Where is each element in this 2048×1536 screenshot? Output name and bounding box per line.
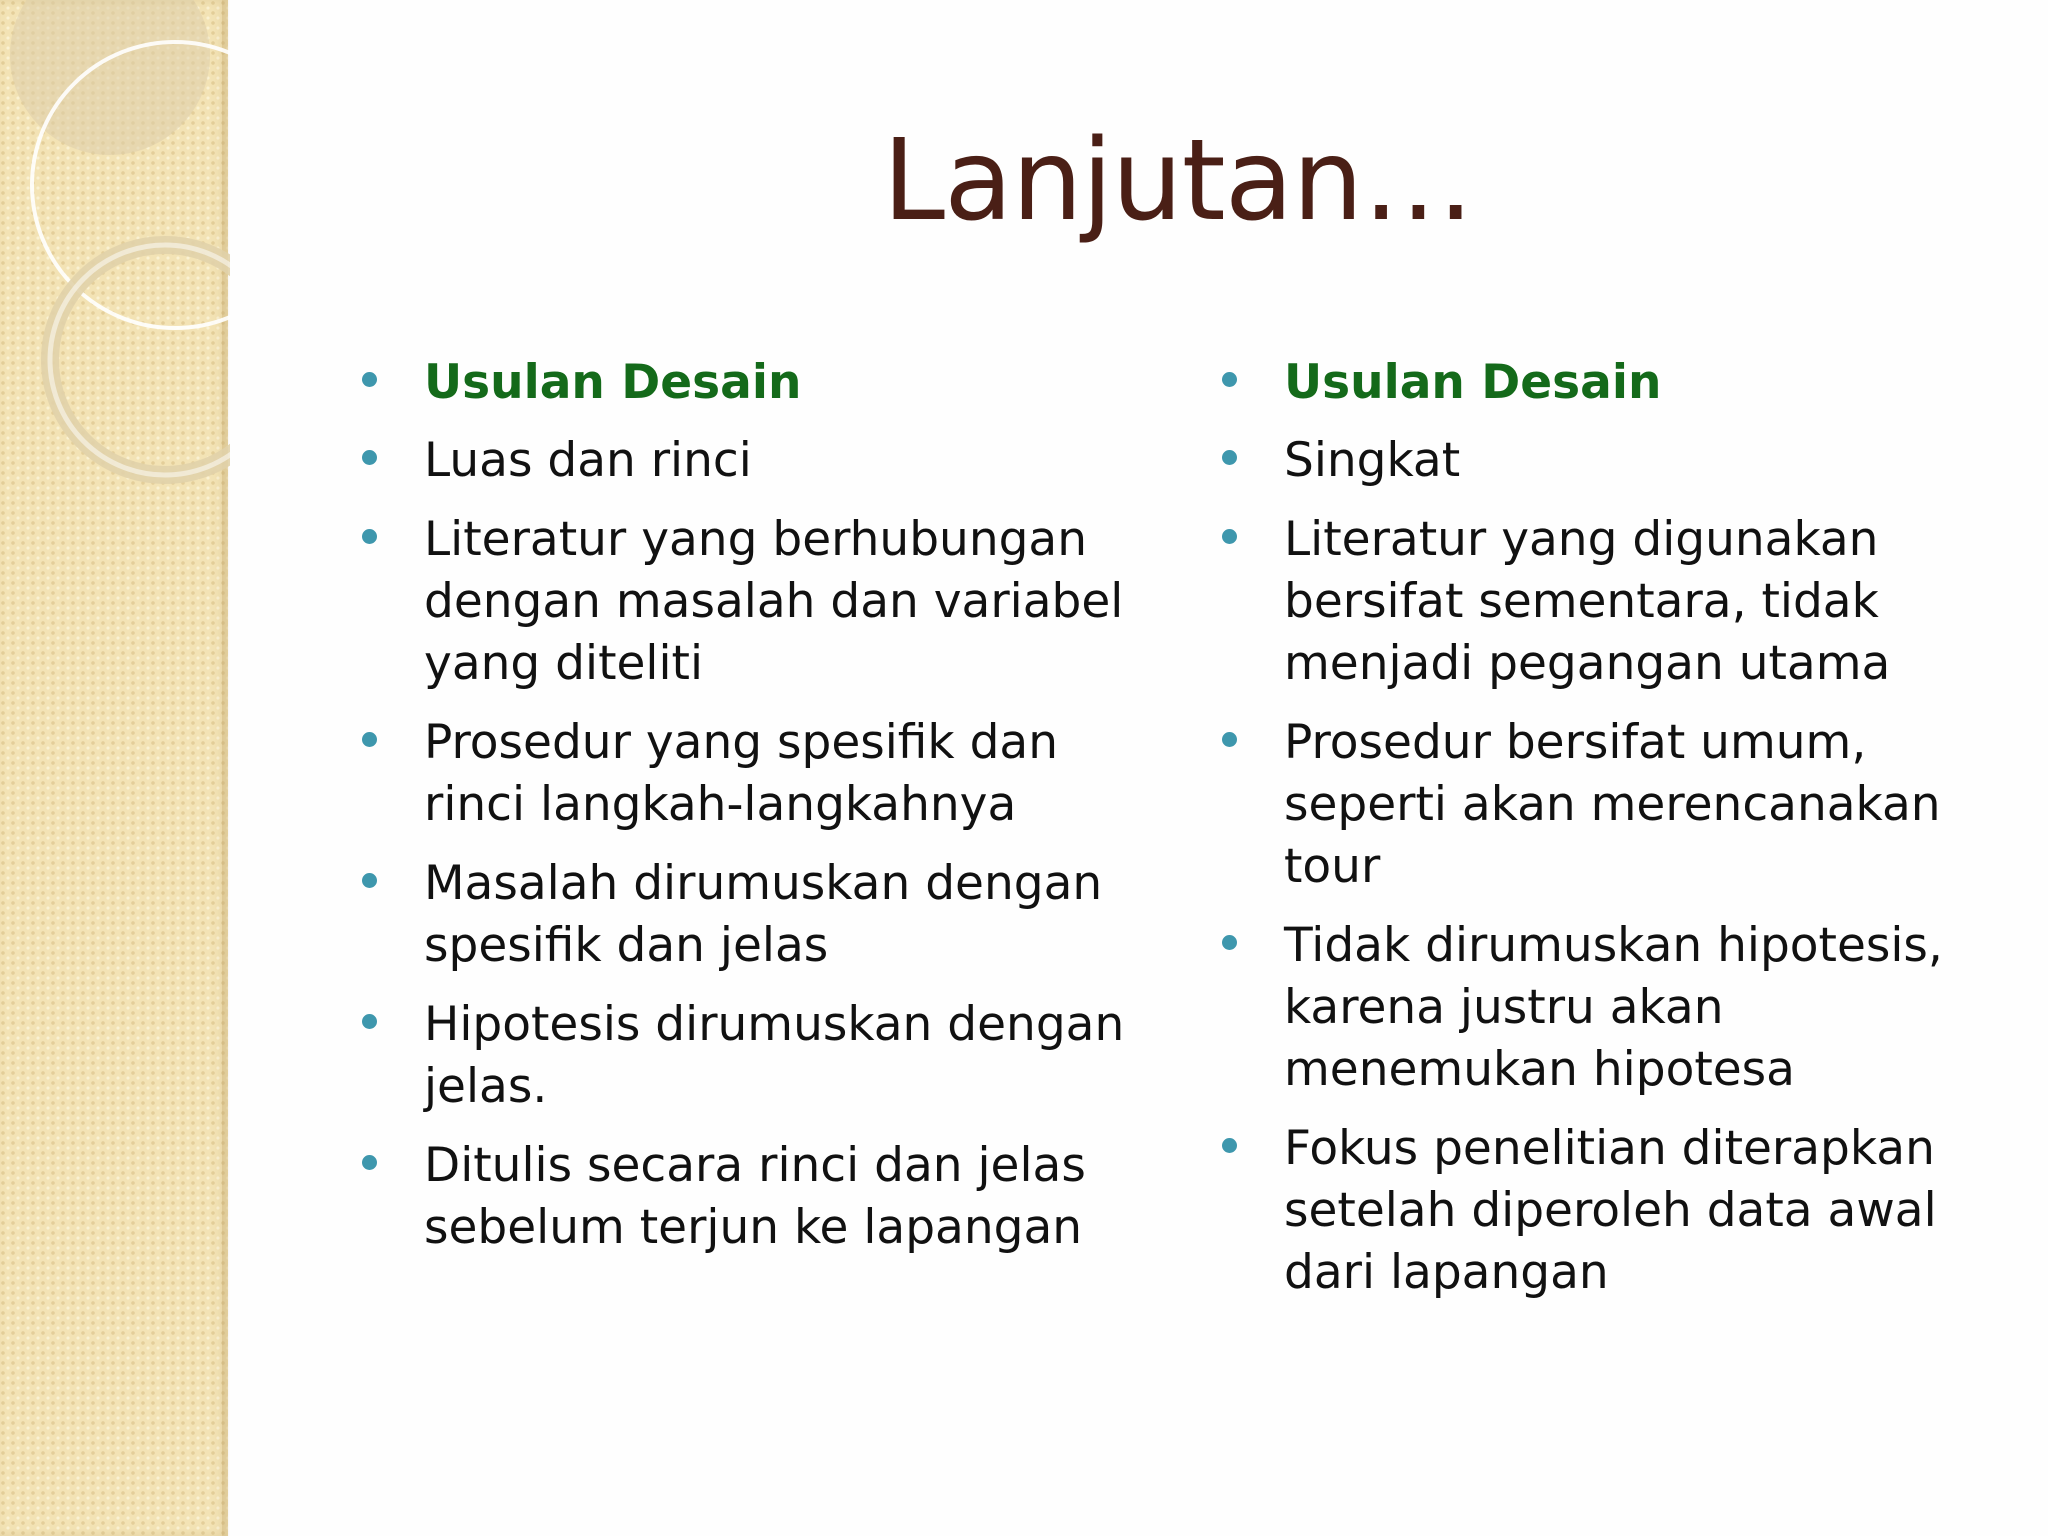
left-column-list [362,352,1142,1276]
bullet-icon [362,372,377,387]
bullet-icon [362,450,377,465]
list-item-text: Usulan Desain [1284,355,1662,410]
slide-title: Lanjutan… [882,116,1474,246]
list-item [362,994,1142,1118]
list-item-text: Luas dan rinci [424,433,752,488]
bullet-icon [362,1014,377,1029]
bullet-icon [362,873,377,888]
list-item-text: Fokus penelitian diterapkan setelah diperoleh data awal dari lapangan [1284,1121,1937,1300]
right-column-list [1222,352,2012,1321]
list-item-text: Usulan Desain [424,355,802,410]
bullet-icon [1222,529,1237,544]
list-item-text: Ditulis secara rinci dan jelas sebelum terjun ke lapangan [424,1138,1086,1255]
bullet-icon [1222,372,1237,387]
list-item-text: Prosedur bersifat umum, seperti akan merencanakan tour [1284,715,1941,894]
list-item [362,853,1142,977]
list-item-text: Literatur yang digunakan bersifat sementara, tidak menjadi pegangan utama [1284,512,1891,691]
bullet-icon [362,732,377,747]
list-item [1222,430,2012,492]
decorative-rings-icon [0,0,230,520]
list-item-text: Hipotesis dirumuskan dengan jelas. [424,997,1125,1114]
list-item-text: Tidak dirumuskan hipotesis, karena justru akan menemukan hipotesa [1284,918,1943,1097]
list-item-text: Literatur yang berhubungan dengan masalah dan variabel yang diteliti [424,512,1124,691]
list-item-text: Masalah dirumuskan dengan spesifik dan jelas [424,856,1103,973]
list-item [362,352,1142,414]
list-item [1222,509,2012,695]
bullet-icon [362,529,377,544]
list-item [362,509,1142,695]
bullet-icon [1222,450,1237,465]
bullet-icon [1222,732,1237,747]
list-item [362,712,1142,836]
list-item [362,1135,1142,1259]
bullet-icon [1222,935,1237,950]
list-item [1222,915,2012,1101]
list-item-text: Prosedur yang spesifik dan rinci langkah-langkahnya [424,715,1058,832]
list-item [1222,1118,2012,1304]
list-item [1222,712,2012,898]
bullet-icon [1222,1138,1237,1153]
list-item-text: Singkat [1284,433,1461,488]
bullet-icon [362,1155,377,1170]
list-item [362,430,1142,492]
list-item [1222,352,2012,414]
